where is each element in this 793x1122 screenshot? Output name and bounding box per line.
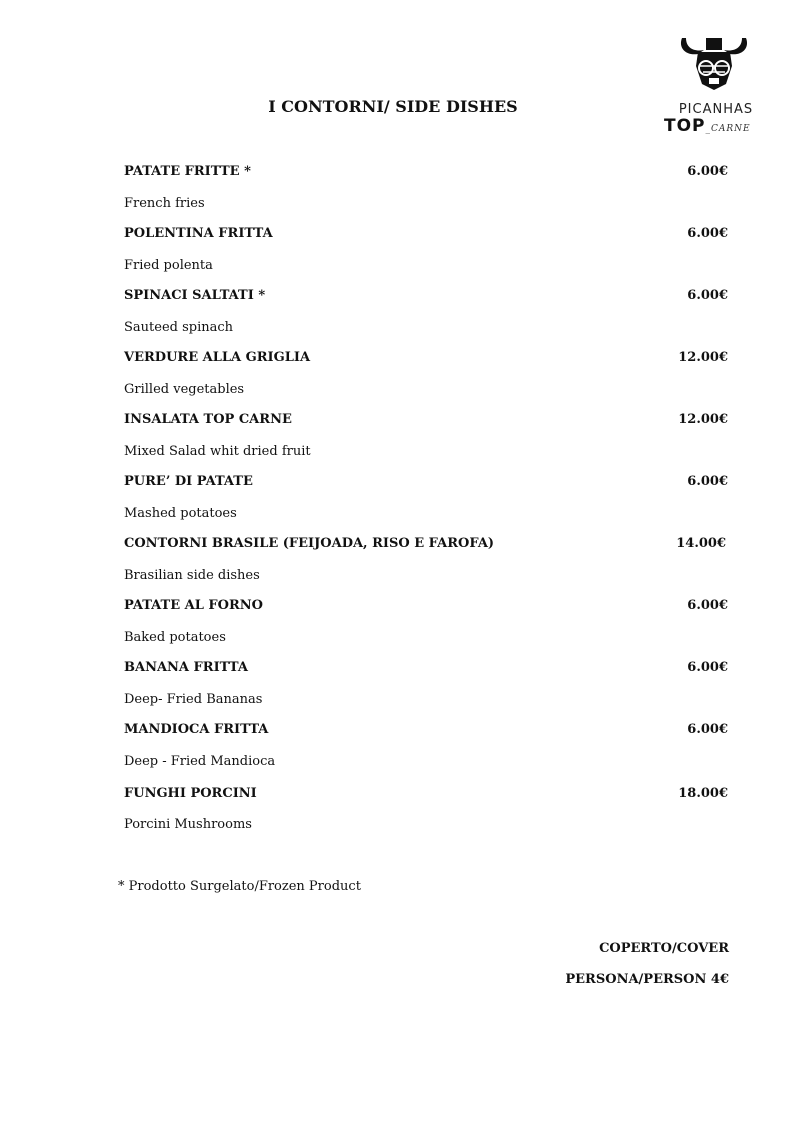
menu-item	[0, 722, 793, 742]
item-description: Brasilian side dishes	[124, 568, 260, 583]
item-name: FUNGHI PORCINI	[124, 786, 257, 801]
item-price: 14.00€	[676, 536, 726, 551]
item-description: Mixed Salad whit dried fruit	[124, 444, 311, 459]
item-price: 6.00€	[687, 226, 728, 241]
item-name: SPINACI SALTATI *	[124, 288, 266, 303]
menu-item	[0, 598, 793, 618]
logo-text-top	[664, 116, 764, 136]
item-name: INSALATA TOP CARNE	[124, 412, 292, 427]
item-name: PATATE AL FORNO	[124, 598, 263, 613]
item-name: PURE’ DI PATATE	[124, 474, 253, 489]
menu-item	[0, 226, 793, 246]
menu-item	[0, 412, 793, 432]
item-description: French fries	[124, 196, 205, 211]
item-price: 6.00€	[687, 474, 728, 489]
item-description: Porcini Mushrooms	[124, 817, 252, 832]
item-description: Fried polenta	[124, 258, 213, 273]
page-title: I CONTORNI/ SIDE DISHES	[268, 97, 518, 116]
item-price: 18.00€	[678, 786, 728, 801]
brand-logo	[664, 30, 764, 140]
item-price: 6.00€	[687, 164, 728, 179]
menu-item	[0, 164, 793, 184]
item-description: Sauteed spinach	[124, 320, 234, 335]
menu-item	[0, 660, 793, 680]
cover-charge-price: PERSONA/PERSON 4€	[565, 972, 729, 987]
menu-item	[0, 786, 793, 806]
logo-text-top-word: TOP	[664, 116, 706, 136]
item-price: 6.00€	[687, 598, 728, 613]
item-description: Mashed potatoes	[124, 506, 237, 521]
item-name: CONTORNI BRASILE (FEIJOADA, RISO E FAROFA)	[124, 536, 495, 551]
menu-item	[0, 536, 793, 556]
menu-item	[0, 474, 793, 494]
item-description: Baked potatoes	[124, 630, 226, 645]
logo-text-picanhas: PICANHAS	[678, 102, 754, 117]
item-price: 6.00€	[687, 660, 728, 675]
cover-charge-label: COPERTO/COVER	[599, 941, 729, 956]
frozen-product-note: * Prodotto Surgelato/Frozen Product	[118, 879, 361, 894]
item-name: VERDURE ALLA GRIGLIA	[124, 350, 311, 365]
item-price: 6.00€	[687, 288, 728, 303]
item-name: POLENTINA FRITTA	[124, 226, 273, 241]
item-description: Grilled vegetables	[124, 382, 245, 397]
item-price: 12.00€	[678, 350, 728, 365]
logo-text-carne: _CARNE	[705, 124, 751, 134]
bull-head-icon	[676, 30, 752, 92]
item-price: 6.00€	[687, 722, 728, 737]
menu-item	[0, 288, 793, 308]
item-name: PATATE FRITTE *	[124, 164, 251, 179]
item-description: Deep- Fried Bananas	[124, 692, 263, 707]
item-name: BANANA FRITTA	[124, 660, 248, 675]
item-name: MANDIOCA FRITTA	[124, 722, 269, 737]
item-price: 12.00€	[678, 412, 728, 427]
menu-item	[0, 350, 793, 370]
item-description: Deep - Fried Mandioca	[124, 754, 276, 769]
